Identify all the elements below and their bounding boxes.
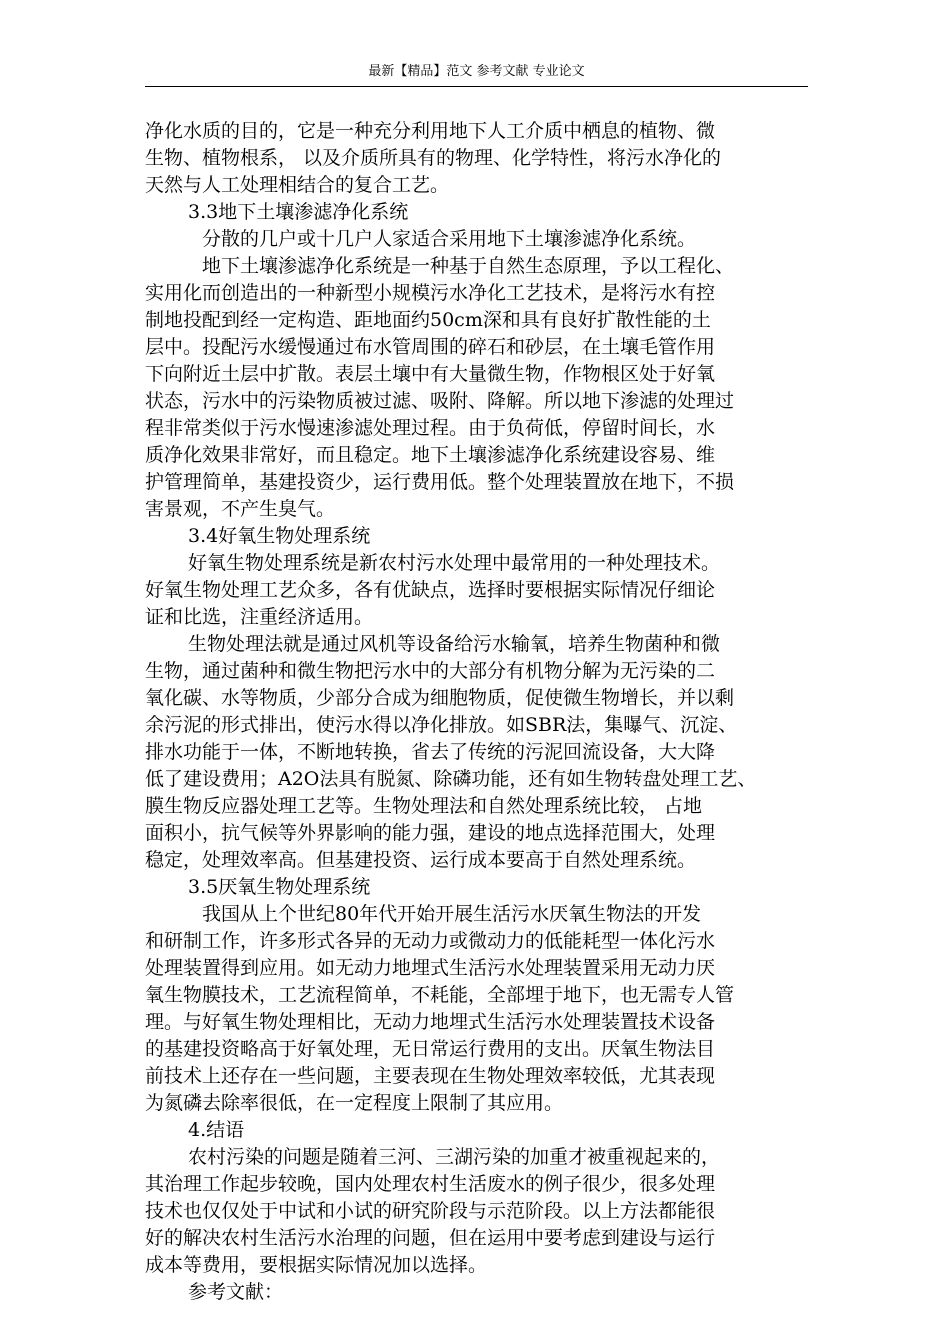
body-line: 护管理简单，基建投资少，运行费用低。整个处理装置放在地下，不损 <box>145 471 735 493</box>
body-line: 为氮磷去除率很低，在一定程度上限制了其应用。 <box>145 1092 564 1114</box>
body-line: 天然与人工处理相结合的复合工艺。 <box>145 174 450 196</box>
body-line: 的基建投资略高于好氧处理，无日常运行费用的支出。厌氧生物法目 <box>145 1038 716 1060</box>
body-line: 好氧生物处理工艺众多，各有优缺点，选择时要根据实际情况仔细论 <box>145 579 716 601</box>
references-heading: 参考文献： <box>188 1281 284 1303</box>
body-line: 生物，通过菌种和微生物把污水中的大部分有机物分解为无污染的二 <box>145 660 716 682</box>
body-line: 技术也仅仅处于中试和小试的研究阶段与示范阶段。以上方法都能很 <box>145 1200 716 1222</box>
body-line: 层中。投配污水缓慢通过布水管周围的碎石和砂层，在土壤毛管作用 <box>145 336 716 358</box>
body-line: 面积小，抗气候等外界影响的能力强，建设的地点选择范围大，处理 <box>145 822 716 844</box>
body-line: 氧化碳、水等物质，少部分合成为细胞物质，促使微生物增长，并以剩 <box>145 687 735 709</box>
body-line: 程非常类似于污水慢速渗滤处理过程。由于负荷低，停留时间长，水 <box>145 417 716 439</box>
document-body <box>145 118 820 1306</box>
body-line: 害景观，不产生臭气。 <box>145 498 336 520</box>
body-line: 生物、植物根系， 以及介质所具有的物理、化学特性，将污水净化的 <box>145 147 722 169</box>
body-line: 其治理工作起步较晚，国内处理农村生活废水的例子很少，很多处理 <box>145 1173 716 1195</box>
body-line: 理。与好氧生物处理相比，无动力地埋式生活污水处理装置技术设备 <box>145 1011 716 1033</box>
body-line: 我国从上个世纪80年代开始开展生活污水厌氧生物法的开发 <box>202 903 702 925</box>
body-line: 农村污染的问题是随着三河、三湖污染的加重才被重视起来的， <box>188 1146 721 1168</box>
header-text: 最新【精品】范文 参考文献 专业论文 <box>368 64 585 79</box>
body-line: 氧生物膜技术，工艺流程简单，不耗能，全部埋于地下，也无需专人管 <box>145 984 735 1006</box>
body-line: 下向附近土层中扩散。表层土壤中有大量微生物，作物根区处于好氧 <box>145 363 716 385</box>
body-line: 净化水质的目的，它是一种充分利用地下人工介质中栖息的植物、微 <box>145 120 716 142</box>
section-heading-3-5: 3.5厌氧生物处理系统 <box>188 876 371 898</box>
body-line: 证和比选，注重经济适用。 <box>145 606 374 628</box>
body-line: 处理装置得到应用。如无动力地埋式生活污水处理装置采用无动力厌 <box>145 957 716 979</box>
body-line: 余污泥的形式排出，使污水得以净化排放。如SBR法，集曝气、沉淀、 <box>145 714 738 736</box>
page-header <box>145 62 808 87</box>
body-line: 分散的几户或十几户人家适合采用地下土壤渗滤净化系统。 <box>202 228 697 250</box>
body-line: 状态，污水中的污染物质被过滤、吸附、降解。所以地下渗滤的处理过 <box>145 390 735 412</box>
body-line: 排水功能于一体，不断地转换，省去了传统的污泥回流设备，大大降 <box>145 741 716 763</box>
body-line: 生物处理法就是通过风机等设备给污水输氧，培养生物菌种和微 <box>188 633 721 655</box>
body-line: 低了建设费用；A2O法具有脱氮、除磷功能，还有如生物转盘处理工艺、 <box>145 768 757 790</box>
section-heading-3-3: 3.3地下土壤渗滤净化系统 <box>188 201 409 223</box>
body-line: 制地投配到经一定构造、距地面约50cm深和具有良好扩散性能的土 <box>145 309 711 331</box>
body-line: 质净化效果非常好，而且稳定。地下土壤渗滤净化系统建设容易、维 <box>145 444 716 466</box>
section-heading-4: 4.结语 <box>188 1119 245 1141</box>
body-line: 稳定，处理效率高。但基建投资、运行成本要高于自然处理系统。 <box>145 849 697 871</box>
body-line: 好的解决农村生活污水治理的问题，但在运用中要考虑到建设与运行 <box>145 1227 716 1249</box>
body-line: 前技术上还存在一些问题，主要表现在生物处理效率较低，尤其表现 <box>145 1065 716 1087</box>
body-line: 和研制工作，许多形式各异的无动力或微动力的低能耗型一体化污水 <box>145 930 716 952</box>
body-line: 膜生物反应器处理工艺等。生物处理法和自然处理系统比较， 占地 <box>145 795 703 817</box>
body-line: 地下土壤渗滤净化系统是一种基于自然生态原理，予以工程化、 <box>202 255 735 277</box>
body-line: 实用化而创造出的一种新型小规模污水净化工艺技术，是将污水有控 <box>145 282 716 304</box>
section-heading-3-4: 3.4好氧生物处理系统 <box>188 525 371 547</box>
body-line: 成本等费用，要根据实际情况加以选择。 <box>145 1254 488 1276</box>
body-line: 好氧生物处理系统是新农村污水处理中最常用的一种处理技术。 <box>188 552 721 574</box>
